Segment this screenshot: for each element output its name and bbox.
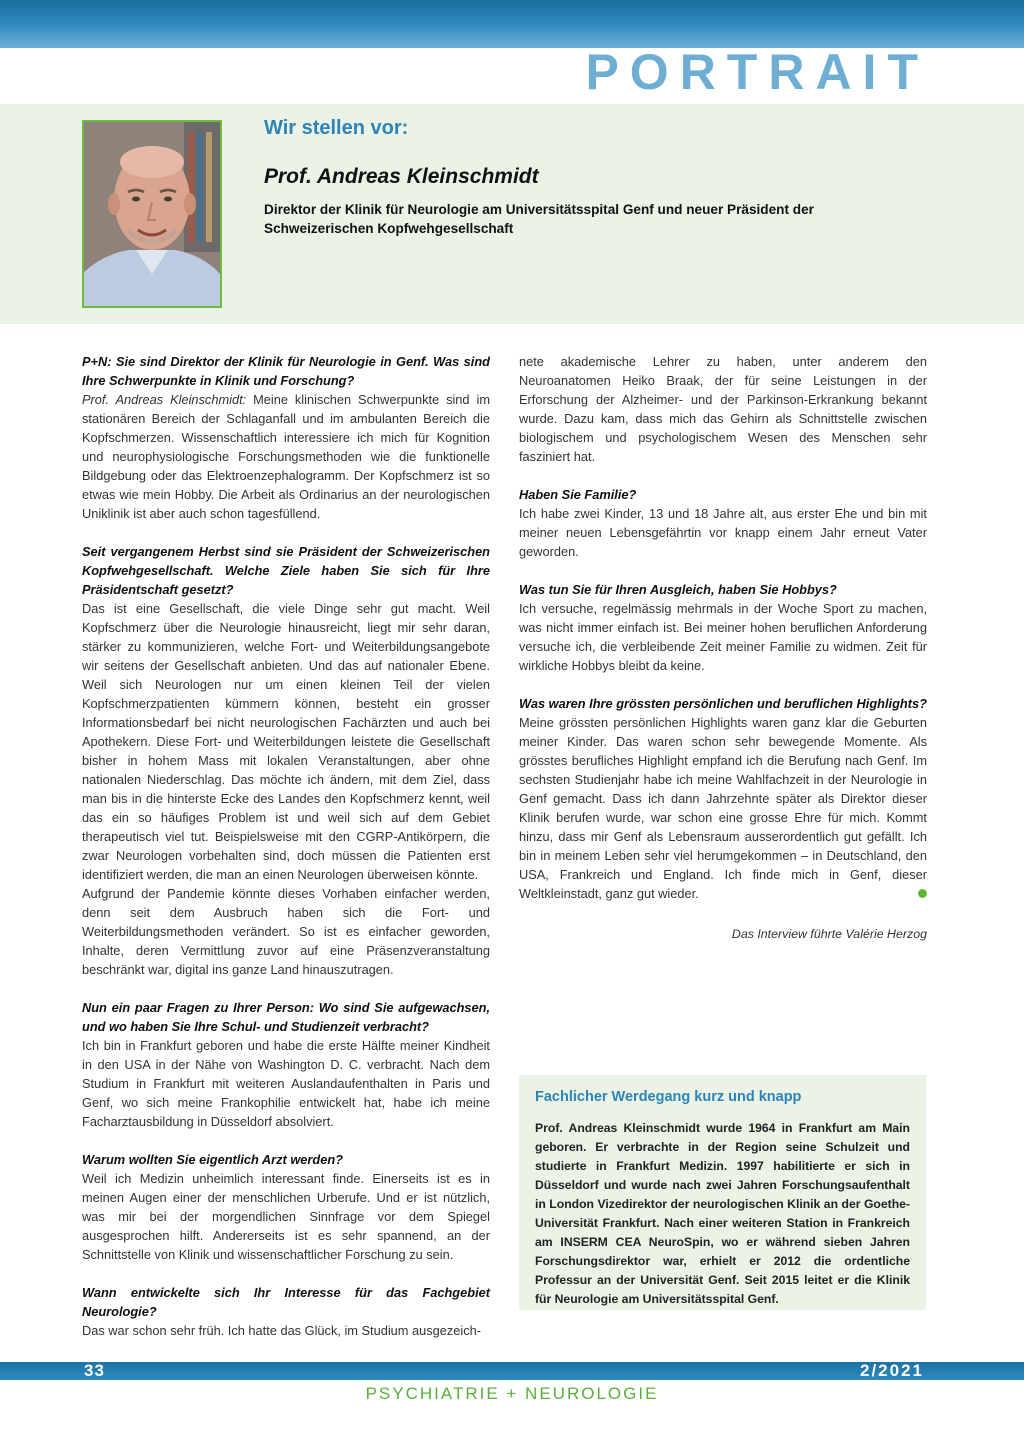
question: Warum wollten Sie eigentlich Arzt werden?: [82, 1152, 343, 1167]
question: Seit vergangenem Herbst sind sie Präsident der Schweizerischen Kopfwehgesellschaft. Welche Ziele haben Sie sich für Ihre Präsidentschaft gesetzt?: [82, 544, 490, 597]
portrait-photo: [82, 120, 222, 308]
page-number: 33: [84, 1361, 105, 1380]
qa-block: [519, 694, 927, 903]
answer-text: Meine grössten persönlichen Highlights waren ganz klar die Geburten meiner Kinder. Das waren schon sehr bewegende Momente. Als grösstes berufliches Highlight empfand ich die Berufung nach Genf. Im sechsten Studienjahr habe ich meine Wahlfachzeit in der Neurologie in Genf gemacht. Dass ich dann Jahrzehnte später als Direktor dieser Klinik berufen wurde, war schon eine grosse Ehre für mich. Kommt hinzu, dass mir Genf als Lebensraum ausserordentlich gut gefällt. Ich bin in meinem Leben sehr viel herumgekommen – in Deutschland, den USA, Frankreich und England. Ich finde mich in Genf, dieser Weltkleinstadt, ganz gut wieder.: [519, 715, 927, 901]
qa-block: [519, 580, 927, 675]
qa-block: [82, 1150, 490, 1264]
question: Wann entwickelte sich Ihr Interesse für das Fachgebiet Neurologie?: [82, 1285, 490, 1319]
intro-heading: Wir stellen vor:: [264, 117, 409, 139]
interview-credit: Das Interview führte Valérie Herzog: [731, 927, 927, 941]
career-text: Prof. Andreas Kleinschmidt wurde 1964 in Frankfurt am Main geboren. Er verbrachte in der Region seine Schulzeit und studierte in Frankfurt Medizin. 1997 habilitierte er sich in Düsseldorf und wurde nach zwei Jahren Forschungsaufenthalt in London Vizedirektor der neurologischen Klinik an der Goethe-Universität Frankfurt. Nach einer weiteren Station in Frankreich am INSERM CEA NeuroSpin, wo er während sieben Jahren Forschungsdirektor war, erhielt er 2012 die ordentliche Professur an der Universität Genf. Seit 2015 leitet er die Klinik für Neurologie am Universitätsspital Genf.: [535, 1121, 910, 1306]
answer: Das ist eine Gesellschaft, die viele Dinge sehr gut macht. Weil Kopfschmerz über die Neurologie hinausreicht, liegt mir sehr daran, stärker zu kommunizieren, welche Fort- und Weiterbildungsangebote wir seitens der Gesellschaft anbieten. Und das auf nationaler Ebene. Weil sich Neurologen nur um einen kleinen Teil der vielen Kopfschmerzpatienten kümmern können, besteht ein grosser Informationsbedarf bei nicht neurologischen Fachärzten und auch bei Apothekern. Diese Fort- und Weiterbildungen leistete die Gesellschaft bisher in hohem Mass mit lokalen Veranstaltungen, aber ohne nationalen Niederschlag. Das möchte ich ändern, mit dem Ziel, dass man bis in die hinterste Ecke des Landes den Kopfschmerz kennt, weil das ein so häufiges Problem ist und weil sich auf dem Gebiet therapeutisch viel tut. Beispielsweise mit den CGRP-Antikörpern, die zwar Neurologen vorbehalten sind, doch müssen die Patienten erst identifiziert werden, die man an einen Neurologen überweisen könnte.: [82, 601, 490, 882]
qa-block: [82, 352, 490, 523]
answer: [82, 390, 490, 523]
qa-block: [519, 352, 927, 466]
qa-block: [519, 485, 927, 561]
speaker-label: Prof. Andreas Kleinschmidt:: [82, 392, 247, 407]
answer: Das war schon sehr früh. Ich hatte das Glück, im Studium ausgezeich-: [82, 1323, 482, 1338]
person-name: Prof. Andreas Kleinschmidt: [264, 165, 539, 188]
top-band: [0, 0, 1024, 48]
qa-block: [82, 998, 490, 1131]
question: P+N: Sie sind Direktor der Klinik für Neurologie in Genf. Was sind Ihre Schwerpunkte in Klinik und Forschung?: [82, 354, 490, 388]
qa-block: [82, 542, 490, 979]
answer: Aufgrund der Pandemie könnte dieses Vorhaben einfacher werden, denn seit dem Ausbruch haben sich die Fort- und Weiterbildungsmethoden verändert. So ist es einfacher geworden, Inhalte, deren Vermittlung zuvor auf eine Präsenzveranstaltung beschränkt war, digital ins ganze Land hinauszutragen.: [82, 886, 490, 977]
answer: Ich versuche, regelmässig mehrmals in der Woche Sport zu machen, was nicht immer einfach ist. Bei meiner hohen beruflichen Anforderung versuche ich, die verbleibende Zeit meiner Familie zu widmen. Zeit für wirkliche Hobbys bleibt da keine.: [519, 601, 927, 673]
section-label: PORTRAIT: [585, 44, 929, 100]
issue-number: 2/2021: [860, 1361, 924, 1380]
article-column-right: [519, 352, 927, 944]
question: Was waren Ihre grössten persönlichen und beruflichen Highlights?: [519, 696, 927, 711]
answer: [519, 713, 927, 903]
answer: Ich bin in Frankfurt geboren und habe die erste Hälfte meiner Kindheit in den USA in der Nähe von Washington D. C. verbracht. Nach dem Studium in Frankfurt mit weiteren Auslandaufenthalten in Paris und Genf, wo sich meine Frankophilie entwickelt hat, habe ich meine Facharztausbildung in Düsseldorf absolviert.: [82, 1038, 490, 1129]
person-subtitle: Direktor der Klinik für Neurologie am Universitätsspital Genf und neuer Präsident der Schweizerischen Kopfwehgesellschaft: [264, 202, 814, 236]
career-title: Fachlicher Werdegang kurz und knapp: [535, 1089, 802, 1105]
journal-name: PSYCHIATRIE + NEUROLOGIE: [365, 1384, 659, 1403]
answer: nete akademische Lehrer zu haben, unter anderem den Neuroanatomen Heiko Braak, der für seine Leistungen in der Erforschung der Alzheimer- und der Parkinson-Erkrankung bekannt wurde. Dazu kam, dass mich das Gehirn als Schnittstelle zwischen biologischem und psychologischem Wesen des Menschen sehr fasziniert hat.: [519, 354, 927, 464]
end-mark-icon: [918, 889, 927, 898]
article-column-left: [82, 352, 490, 1359]
qa-block: [82, 1283, 490, 1340]
question: Nun ein paar Fragen zu Ihrer Person: Wo sind Sie aufgewachsen, und wo haben Sie Ihre Schul- und Studienzeit verbracht?: [82, 1000, 490, 1034]
answer-text: Meine klinischen Schwerpunkte sind im stationären Bereich der Schlaganfall und im ambulanten Bereich die Kopfschmerzen. Wissenschaftlich interessiere ich mich für Kognition und neurophysiologische Forschungsmethoden wie die funktionelle Bildgebung oder das Elektroenzephalogramm. Der Kopfschmerz ist so etwas wie mein Hobby. Die Arbeit als Ordinarius an der neurologischen Uniklinik ist aber auch schon tagesfüllend.: [82, 392, 490, 521]
answer: Ich habe zwei Kinder, 13 und 18 Jahre alt, aus erster Ehe und bin mit meiner neuen Lebensgefährtin vor knapp einem Jahr erneut Vater geworden.: [519, 506, 927, 559]
question: Was tun Sie für Ihren Ausgleich, haben Sie Hobbys?: [519, 582, 837, 597]
career-box: [519, 1075, 926, 1310]
question: Haben Sie Familie?: [519, 487, 637, 502]
answer: Weil ich Medizin unheimlich interessant finde. Einerseits ist es in meinen Augen einer der menschlichen Urberufe. Und er ist nützlich, was mir bei der morgendlichen Sinnfrage vor dem Spiegel ausgesprochen hilft. Andererseits ist es sehr spannend, an der Schnittstelle von Klinik und wissenschaftlicher Forschung zu sein.: [82, 1171, 490, 1262]
